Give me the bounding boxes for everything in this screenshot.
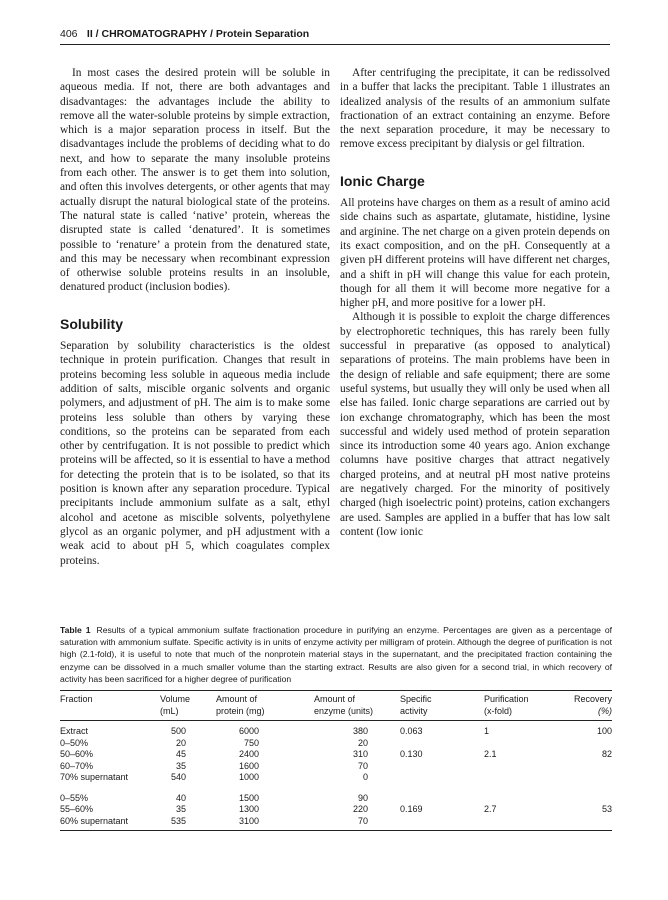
table-cell xyxy=(568,738,612,750)
table-header-line: (%) xyxy=(598,705,612,716)
table-cell xyxy=(568,816,612,831)
table-row xyxy=(60,738,612,750)
table-header-line: activity xyxy=(400,705,428,716)
table-cell: 35 xyxy=(175,760,186,771)
table-row xyxy=(60,761,612,773)
table-cell xyxy=(484,772,568,784)
table-header-line: Amount of xyxy=(216,694,258,704)
right-column xyxy=(340,66,610,539)
table-row xyxy=(60,804,612,816)
table-cell: Extract xyxy=(60,726,89,736)
left-column xyxy=(60,66,330,568)
table-header-line: Volume xyxy=(160,694,191,704)
table-header-line: Amount of xyxy=(314,694,356,704)
table-cell xyxy=(400,784,484,805)
table-cell: 45 xyxy=(175,749,186,759)
table-header-line: Purification xyxy=(484,694,529,704)
ionic-paragraph-1: All proteins have charges on them as a result of amino acid side chains such as aspartate, glutamate, histidine, lysine and arginine. The net charge on a given protein depends on its exact composition, and on the pH. Consequently at a given pH different proteins will have different net charges, and a shift in pH will change this value for each protein, though for all them it will become more negative for a higher pH, and more positive for a lower pH. xyxy=(340,197,610,310)
trial-2-rows xyxy=(60,784,612,831)
table-cell: 40 xyxy=(175,792,186,803)
table-cell: 50–60% xyxy=(60,749,94,759)
table-cell: 1000 xyxy=(238,772,259,782)
table-cell xyxy=(568,761,612,773)
table-cell: 500 xyxy=(170,726,186,736)
table-cell: 535 xyxy=(170,815,186,826)
page-number: 406 xyxy=(60,28,78,40)
table-cell: 0.063 xyxy=(400,726,423,736)
table-header-cell xyxy=(60,691,160,721)
table-cell: 53 xyxy=(601,804,612,814)
table-cell xyxy=(568,784,612,805)
table-header-cell xyxy=(216,691,314,721)
table-cell: 2.1 xyxy=(484,749,497,759)
running-title: II / CHROMATOGRAPHY / Protein Separation xyxy=(86,28,310,40)
table-cell: 1600 xyxy=(238,760,259,771)
table-cell: 1300 xyxy=(238,804,259,814)
table-cell: 380 xyxy=(352,726,368,736)
table-cell: 60% supernatant xyxy=(60,815,129,826)
running-header xyxy=(60,28,610,40)
table-cell: 1500 xyxy=(238,792,259,803)
table-cell: 82 xyxy=(601,749,612,759)
table-header-cell xyxy=(160,691,216,721)
table-cell: 0.130 xyxy=(400,749,423,759)
table-cell: 70 xyxy=(357,815,368,826)
ionic-charge-heading: Ionic Charge xyxy=(340,172,425,189)
table-header-cell xyxy=(484,691,568,721)
table-cell: 0 xyxy=(362,772,368,782)
table-cell: 0–50% xyxy=(60,737,89,748)
table-cell xyxy=(484,761,568,773)
table-header-line: Fraction xyxy=(60,694,93,704)
table-cell: 2400 xyxy=(238,749,259,759)
table-cell: 1 xyxy=(484,726,490,736)
solubility-paragraph: Separation by solubility characteristics is the oldest technique in protein purification. Changes that result in proteins becoming less soluble in aqueous media include addition of salts, miscible organic solvents and organic polymers, and adjustment of pH. The aim is to make some proteins less soluble than others by varying these conditions, so the proteins can be separated from each other by centrifugation. It is not possible to predict which proteins will be affected, so it is essential to have a method for detecting the protein that is to be isolated, so that its position is known after any separation procedure. Typical precipitants include ammonium sulfate as a salt, ethyl alcohol and acetone as miscible solvents, polyethylene glycol as an organic polymer, and pH adjustment with a weak acid to about pH 5, which coagulates complex proteins. xyxy=(60,340,330,567)
table-cell: 70 xyxy=(357,760,368,771)
table-header-line: Specific xyxy=(400,694,432,704)
table-header-line: Recovery xyxy=(573,694,612,704)
table-row xyxy=(60,816,612,831)
table-cell xyxy=(400,772,484,784)
table-cell: 60–70% xyxy=(60,760,94,771)
table-cell xyxy=(484,816,568,831)
solubility-heading: Solubility xyxy=(60,315,123,332)
table-header-cell xyxy=(568,691,612,721)
table-header-cell xyxy=(400,691,484,721)
table-header-line: protein (mg) xyxy=(216,705,265,716)
intro-paragraph: In most cases the desired protein will be soluble in aqueous media. If not, there are both advantages and disadvantages: the advantages include the ability to remove all the water-soluble proteins by simple extraction, which is a major separation process in itself. But the disadvantages include the problems of deciding what to do next, and how to separate the many insoluble proteins from each other. The answer is to get them into solution, and often this involves detergents, or other agents that may actually disrupt the natural biological state of the proteins. The natural state is called ‘native’ protein, whereas the disrupted state is called ‘denatured’. It is sometimes possible to ‘renature’ a protein from the denatured state, and this may be necessary when recombinant expression of otherwise soluble proteins results in an insoluble, denatured product (inclusion bodies). xyxy=(60,67,330,294)
trial-1-rows xyxy=(60,721,612,784)
table-cell: 100 xyxy=(596,726,612,736)
centrifuge-paragraph: After centrifuging the precipitate, it can be redissolved in a buffer that lacks the precipitant. Table 1 illustrates an idealized analysis of the results of an ammonium sulfate fractionation of an extract containing an enzyme. Before the next separation procedure, it may be necessary to remove excess precipitant by dialysis or gel filtration. xyxy=(340,67,610,151)
table-cell xyxy=(400,816,484,831)
table-cell: 3100 xyxy=(238,815,259,826)
table-cell: 2.7 xyxy=(484,804,497,814)
table-header-line: (x-fold) xyxy=(484,705,513,716)
table-cell: 0.169 xyxy=(400,804,423,814)
table-header-row xyxy=(60,691,612,721)
results-table xyxy=(60,690,612,831)
table-cell: 0–55% xyxy=(60,792,89,803)
table-row xyxy=(60,772,612,784)
table-row xyxy=(60,749,612,761)
table-cell: 90 xyxy=(357,792,368,803)
table-caption xyxy=(60,624,612,685)
table-cell: 20 xyxy=(357,737,368,748)
table-cell xyxy=(484,784,568,805)
table-label: Table 1 xyxy=(60,625,91,635)
table-cell xyxy=(400,738,484,750)
table-cell xyxy=(484,738,568,750)
table-cell: 6000 xyxy=(238,726,259,736)
table-cell: 55–60% xyxy=(60,804,94,814)
table-header-line: (mL) xyxy=(160,705,179,716)
table-cell xyxy=(568,772,612,784)
table-row xyxy=(60,721,612,738)
table-header-cell xyxy=(314,691,400,721)
table-cell xyxy=(400,761,484,773)
table-cell: 750 xyxy=(243,737,259,748)
table-cell: 310 xyxy=(352,749,368,759)
header-rule xyxy=(60,44,610,45)
table-cell: 20 xyxy=(175,737,186,748)
table-cell: 540 xyxy=(170,772,186,782)
table-cell: 70% supernatant xyxy=(60,772,129,782)
table-cell: 35 xyxy=(175,804,186,814)
ionic-paragraph-2: Although it is possible to exploit the charge differences by electrophoretic techniques, this has rarely been fully successful in preparative (as opposed to analytical) separations of proteins. The main problems have been in the design of reliable and safe equipment; there are some useful systems, but usually they will only be used when all else has failed. Ionic charge separations are carried out by ion exchange chromatography, which has been the most successful and widely used method of protein separation since its introduction some 40 years ago. Anion exchange columns have positive charges that attract negatively charged proteins, and at neutral pH most native proteins are negatively charged. For the minority of positively charged (high isoelectric point) proteins, cation exchangers are used. Samples are applied in a buffer that has low salt content (low ionic xyxy=(340,311,610,538)
table-row xyxy=(60,784,612,805)
table-header-line: enzyme (units) xyxy=(314,705,374,716)
table-caption-text: Results of a typical ammonium sulfate fractionation procedure in purifying an enzyme. Percentages are given as a percentage of saturation with ammonium sulfate. Specific activity is in units of enzyme activity per milligram of protein. Although the degree of purification is not high (2.1-fold), it is useful to note that much of the nonprotein material stays in the supernatant, and the precipitated fraction containing the enzyme can be dissolved in a much smaller volume than the starting extract. Results are also given for a second trial, in which recovery of activity has been sacrificed for a higher degree of purification xyxy=(60,625,612,684)
table-cell: 220 xyxy=(352,804,368,814)
